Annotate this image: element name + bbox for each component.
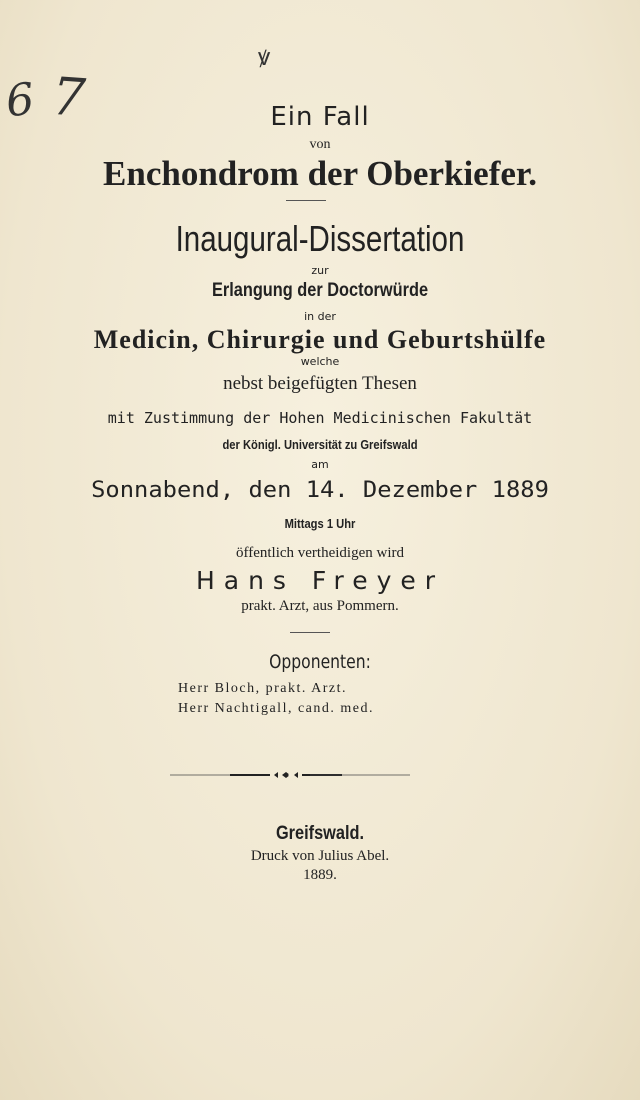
text-erlangung: Erlangung der Doctorwürde — [211, 280, 429, 301]
defense-date: Sonnabend, den 14. Dezember 1889 — [91, 478, 549, 503]
text-vertheidigen: öffentlich vertheidigen wird — [235, 545, 404, 561]
text-am: am — [311, 458, 329, 471]
opponent-item: Herr Nachtigall, cand. med. — [178, 701, 374, 716]
opponent-item: Herr Bloch, prakt. Arzt. — [178, 681, 347, 696]
text-zur: zur — [311, 264, 329, 277]
defense-time: Mittags 1 Uhr — [284, 516, 356, 531]
author-description: prakt. Arzt, aus Pommern. — [241, 598, 399, 614]
author-name: Hans Freyer — [195, 566, 445, 595]
text-nebst: nebst beigefügten Thesen — [223, 373, 417, 394]
dissertation-heading: Inaugural-Dissertation — [175, 218, 465, 259]
text-mit-zustimmung: mit Zustimmung der Hohen Medicinischen Fakultät — [107, 409, 533, 427]
opponents-heading: Opponenten: — [269, 651, 371, 673]
imprint-city: Greifswald. — [275, 823, 365, 844]
imprint-year: 1889. — [303, 867, 337, 883]
text-welche: welche — [300, 355, 340, 368]
title-von: von — [309, 137, 331, 152]
handwritten-mark-left: 6 — [3, 73, 37, 128]
main-title: Enchondrom der Oberkiefer. — [103, 154, 537, 193]
divider-rule — [286, 200, 326, 201]
handwritten-mark-top: ꝟ — [258, 43, 271, 71]
text-fields: Medicin, Chirurgie und Geburtshülfe — [93, 325, 547, 354]
text-university: der Königl. Universität zu Greifswald — [222, 437, 418, 452]
divider-rule-2 — [290, 632, 330, 633]
handwritten-mark-left-2: 7 — [49, 66, 88, 130]
text-in-der: in der — [304, 310, 336, 323]
imprint-printer: Druck von Julius Abel. — [250, 848, 390, 864]
small-title: Ein Fall — [270, 102, 370, 132]
ornament-rule — [170, 770, 410, 780]
